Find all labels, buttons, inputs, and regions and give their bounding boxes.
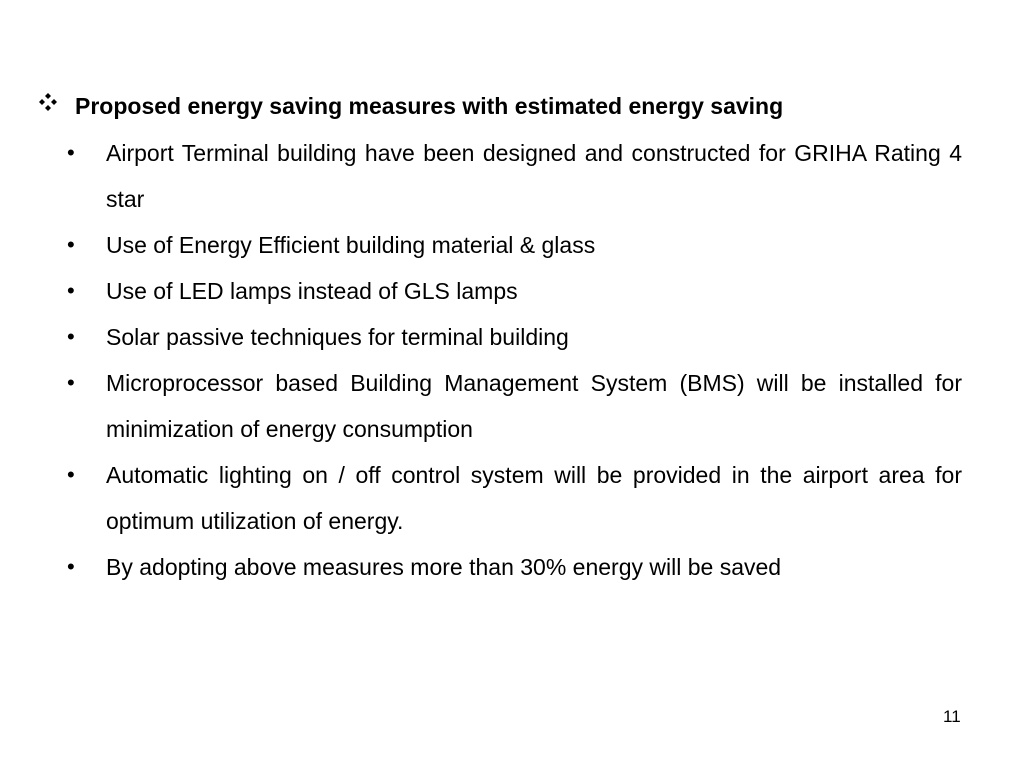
bullet-text: Airport Terminal building have been designed and constructed for GRIHA Rating 4 star <box>106 140 962 212</box>
bullet-marker: • <box>67 554 75 579</box>
bullet-text: Automatic lighting on / off control system will be provided in the airport area for optimum utilization of energy. <box>106 462 962 534</box>
list-item <box>64 544 962 590</box>
heading-text: Proposed energy saving measures with estimated energy saving <box>75 93 784 119</box>
bullet-text: Use of LED lamps instead of GLS lamps <box>106 278 518 304</box>
list-item <box>64 130 962 222</box>
bullet-text: Microprocessor based Building Management System (BMS) will be installed for minimization of energy consumption <box>106 370 962 442</box>
list-item <box>64 360 962 452</box>
bullet-list <box>64 130 962 590</box>
bullet-marker: • <box>67 324 75 349</box>
bullet-marker: • <box>67 370 75 395</box>
bullet-marker: • <box>67 232 75 257</box>
page-number: 11 <box>943 707 961 726</box>
diamond-bullet-icon <box>38 92 58 112</box>
list-item <box>64 452 962 544</box>
list-item <box>64 314 962 360</box>
bullet-marker: • <box>67 278 75 303</box>
bullet-text: By adopting above measures more than 30% energy will be saved <box>106 554 782 580</box>
bullet-text: Use of Energy Efficient building material & glass <box>106 232 596 258</box>
slide-heading <box>38 90 978 122</box>
list-item <box>64 268 962 314</box>
bullet-marker: • <box>67 462 75 487</box>
bullet-marker: • <box>67 140 75 165</box>
bullet-text: Solar passive techniques for terminal building <box>106 324 569 350</box>
list-item <box>64 222 962 268</box>
